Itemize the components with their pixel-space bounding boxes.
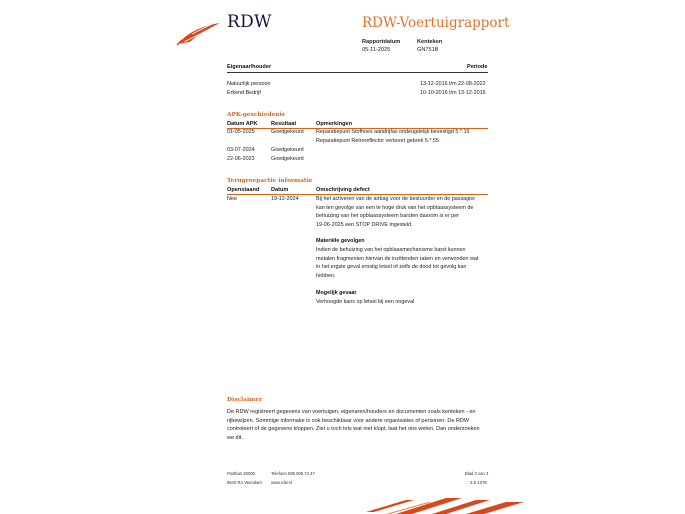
disclaimer-title: Disclaimer — [227, 397, 263, 403]
apk-result: Goedgekeurd — [271, 156, 304, 162]
divider — [227, 72, 488, 73]
recall-section-title: Terugroepactie informatie — [227, 178, 313, 184]
owner-period: 13-12-2016 t/m 22-08-2022 — [420, 81, 486, 87]
col-open: Openstaand — [227, 187, 260, 193]
disclaimer-line: we dit. — [227, 434, 243, 441]
recall-date: 19-12-2024 — [271, 196, 299, 202]
recall-open: Nee — [227, 196, 237, 202]
col-defect: Omschrijving defect — [316, 187, 370, 193]
period-label: Periode — [467, 64, 488, 70]
materials-line: Indien de behuizing van het opblaasmechanisme barst kunnen — [316, 247, 466, 253]
report-date-label: Rapportdatum — [362, 39, 401, 45]
plate-number: GN751B — [417, 47, 439, 53]
footer-postbus: Postbus 30000 — [227, 471, 255, 476]
footer-page: Blad 3 van 3 — [465, 471, 489, 476]
document-title: RDW-Voertuigrapport — [362, 15, 510, 31]
apk-date: 03-07-2024 — [227, 147, 255, 153]
footer-code: 2.E 1078 — [470, 480, 487, 485]
apk-result: Goedgekeurd — [271, 129, 304, 135]
materials-title: Materiële gevolgen — [316, 238, 365, 244]
col-apk-date: Datum APK — [227, 121, 258, 127]
owner-period: 10-10-2016 t/m 13-12-2016 — [420, 90, 486, 96]
defect-line: behuizing van het opblaassysteem barsten daarom is er per — [316, 213, 459, 219]
apk-date: 22-06-2023 — [227, 156, 255, 162]
rdw-wing-logo-icon — [176, 20, 222, 46]
plate-label: Kenteken — [417, 39, 443, 45]
danger-title: Mogelijk gevaar — [316, 290, 357, 296]
disclaimer-line: De RDW registreert gegevens van voertuigen, eigenaren/houders en documenten zoals kenteken - en — [227, 409, 476, 415]
footer-city: 9640 RA Veendam — [227, 480, 262, 485]
owner-type: Natuurlijk persoon — [227, 81, 271, 87]
materials-line: metalen fragmenten hiervan de inzittenden raken en verwonden wat — [316, 255, 479, 262]
defect-line: 19-06-2025 een STOP DRIVE ingesteld. — [316, 221, 413, 228]
disclaimer-line: controleert of de gegevens kloppen. Ziet u toch iets wat niet klopt, laat het ons weten. Dan onderzoeken — [227, 426, 480, 432]
apk-remark: Reparatiepunt Retroreflector verboort gebrek 5.*.55 — [316, 138, 439, 144]
brand-name: RDW — [227, 12, 272, 32]
footer-wing-stripes-icon — [366, 498, 526, 514]
defect-line: kan ten gevolge van een te hoge druk van het opblaassysteem de — [316, 204, 474, 211]
footer-phone: Telefoon 088 008 74 47 — [271, 471, 315, 476]
danger-text: Verhoogde kans op letsel bij een ongeval — [316, 299, 415, 305]
owner-section-title: Eigenaar/houder — [227, 64, 272, 70]
disclaimer-line: rijbewijzen. Sommige informatie is ook beschikbaar voor andere organisaties of personen. De RDW — [227, 417, 470, 424]
col-date: Datum — [271, 187, 289, 193]
owner-type: Erkend Bedrijf — [227, 90, 261, 96]
materials-line: in het ergste geval ernstig letsel of zelfs de dood tot gevolg kan — [316, 264, 467, 270]
footer-web[interactable]: www.rdw.nl — [271, 480, 292, 485]
report-date: 05-11-2025 — [362, 47, 391, 53]
col-result: Resultaat — [271, 121, 297, 127]
apk-section-title: APK-geschiedenis — [227, 112, 285, 118]
materials-line: hebben. — [316, 272, 336, 279]
apk-result: Goedgekeurd — [271, 147, 304, 153]
apk-remark: Reparatiepunt Stofhoes aandrijfas ondeugdelijk bevestigd 5.*.16 — [316, 129, 470, 135]
defect-line: Bij het activeren van de airbag voor de bestuurder en de passagier — [316, 196, 476, 202]
col-remarks: Opmerkingen — [316, 121, 353, 127]
apk-date: 01-05-2025 — [227, 129, 255, 135]
